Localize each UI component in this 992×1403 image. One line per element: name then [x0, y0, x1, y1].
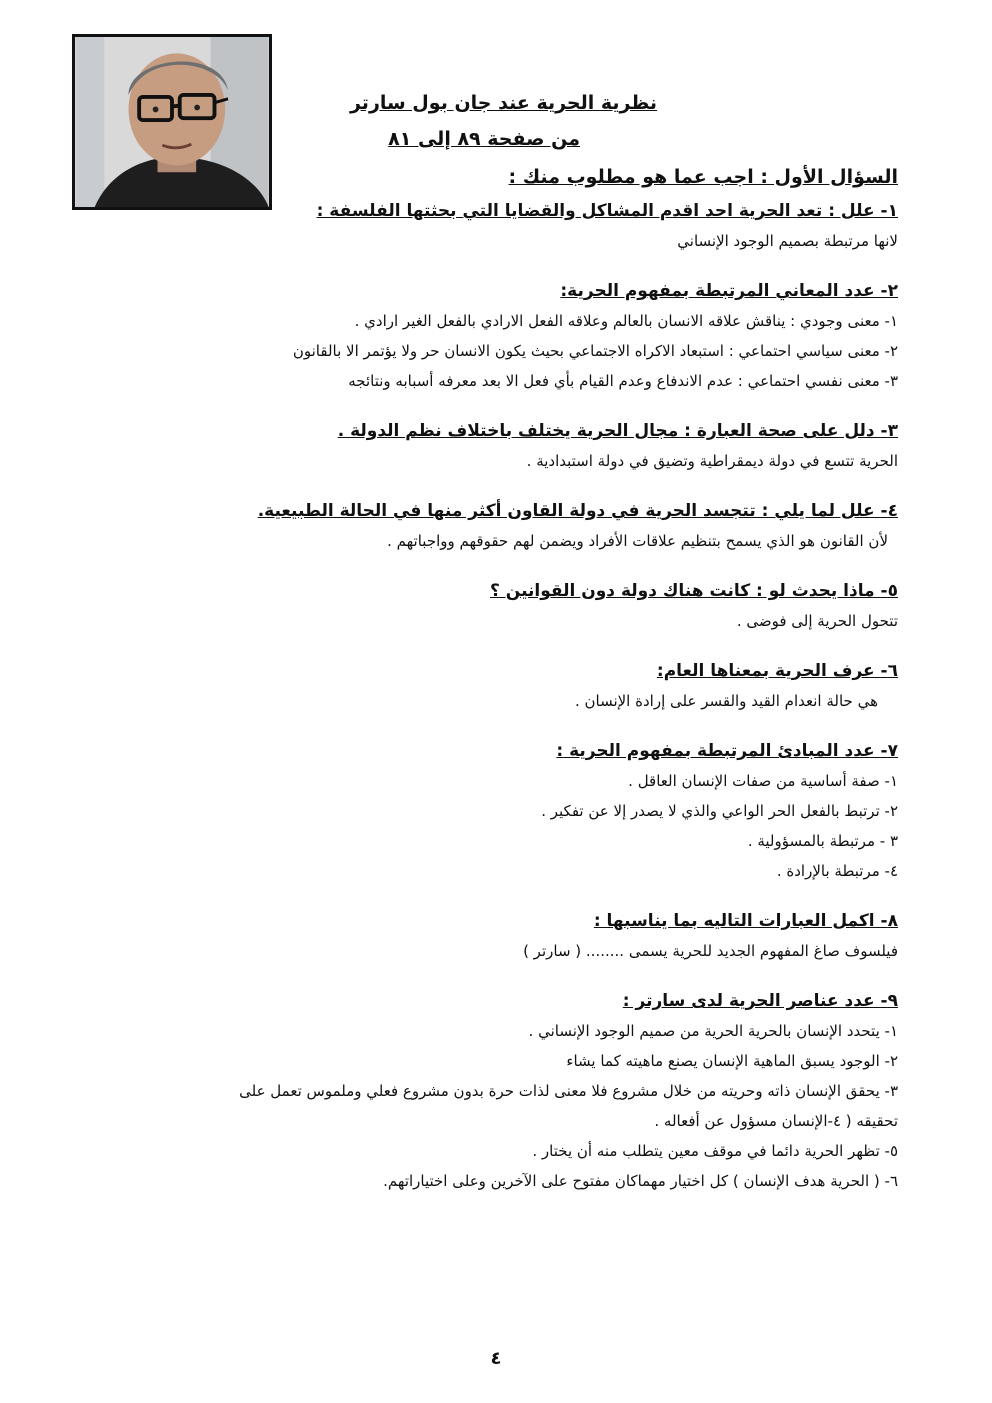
answer-line: ٣- معنى نفسي احتماعي : عدم الاندفاع وعدم القيام بأي فعل الا بعد معرفه أسبابه ونتائجه — [348, 372, 898, 390]
answer-line: فيلسوف صاغ المفهوم الجديد للحرية يسمى ........ ( سارتر ) — [523, 942, 898, 960]
section-title: ١- علل : تعد الحرية احد اقدم المشاكل والقضايا التي بحثتها الفلسفة : — [316, 201, 898, 221]
answer-line: ١- صفة أساسية من صفات الإنسان العاقل . — [628, 772, 898, 790]
section-4 — [60, 496, 898, 556]
page-title: نظرية الحرية عند جان بول سارتر — [349, 92, 657, 114]
answer-line: ٢- معنى سياسي احتماعي : استبعاد الاكراه الاجتماعي بحيث يكون الانسان حر ولا يؤتمر الا بالقانون — [292, 342, 898, 360]
answer-line: لانها مرتبطة بصميم الوجود الإنساني — [677, 232, 898, 250]
answer-line: ٢- الوجود يسبق الماهية الإنسان يصنع ماهيته كما يشاء — [566, 1052, 898, 1070]
answer-line: ١- يتحدد الإنسان بالحرية الحرية من صميم الوجود الإنساني . — [528, 1022, 898, 1040]
section-1 — [60, 196, 898, 256]
section-title: ٧- عدد المبادئ المرتبطة بمفهوم الحرية : — [556, 741, 898, 761]
section-title: ٢- عدد المعاني المرتبطة بمفهوم الحرية: — [560, 281, 898, 301]
answer-line: تتحول الحرية إلى فوضى . — [736, 612, 898, 630]
section-title: ٥- ماذا يحدث لو : كانت هناك دولة دون القوانين ؟ — [489, 581, 898, 601]
answer-line: ٣ - مرتبطة بالمسؤولية . — [747, 832, 898, 850]
answer-line: ١- معنى وجودي : يناقش علاقه الانسان بالعالم وعلاقه الفعل الارادي بالفعل الغير ارادي . — [354, 312, 898, 330]
section-3 — [60, 416, 898, 476]
answer-line: لأن القانون هو الذي يسمح بتنظيم علاقات الأفراد ويضمن لهم حقوقهم وواجباتهم . — [387, 532, 888, 550]
question-main-heading: السؤال الأول : اجب عما هو مطلوب منك : — [508, 166, 898, 188]
section-5 — [60, 576, 898, 636]
section-9 — [60, 986, 898, 1196]
page-number: ٤ — [490, 1348, 502, 1369]
answer-line: ٤- مرتبطة بالإرادة . — [776, 862, 898, 880]
section-7 — [60, 736, 898, 886]
answer-line: الحرية تتسع في دولة ديمقراطية وتضيق في دولة استبدادية . — [526, 452, 898, 470]
answer-line: ٦- ( الحرية هدف الإنسان ) كل اختيار مهماكان مفتوح على الآخرين وعلى اختياراتهم. — [383, 1172, 898, 1190]
answer-line: ٣- يحقق الإنسان ذاته وحريته من خلال مشروع فلا معنى لذات حرة بدون مشروع فعلي وملموس تعمل على — [239, 1082, 898, 1100]
answer-line: ٢- ترتبط بالفعل الحر الواعي والذي لا يصدر إلا عن تفكير . — [541, 802, 898, 820]
section-8 — [60, 906, 898, 966]
section-2 — [60, 276, 898, 396]
section-title: ٤- علل لما يلي : تتجسد الحرية في دولة القاون أكثر منها في الحالة الطبيعية. — [257, 501, 898, 521]
answer-line: ٥- تظهر الحرية دائما في موقف معين يتطلب منه أن يختار . — [532, 1142, 898, 1160]
answer-line: هي حالة انعدام القيد والقسر على إرادة الإنسان . — [574, 692, 878, 710]
question-content — [60, 162, 898, 1216]
section-title: ٨- اكمل العبارات التاليه بما يناسبها : — [593, 911, 898, 931]
answer-line: تحقيقه ( ٤-الإنسان مسؤول عن أفعاله . — [654, 1112, 898, 1130]
section-title: ٦- عرف الحرية بمعناها العام: — [656, 661, 898, 681]
section-title: ٣- دلل على صحة العبارة : مجال الحرية يختلف باختلاف نظم الدولة . — [337, 421, 898, 441]
section-6 — [60, 656, 898, 716]
section-title: ٩- عدد عناصر الحرية لدى سارتر : — [622, 991, 898, 1011]
page-subtitle: من صفحة ٨٩ إلى ٨١ — [388, 128, 580, 150]
